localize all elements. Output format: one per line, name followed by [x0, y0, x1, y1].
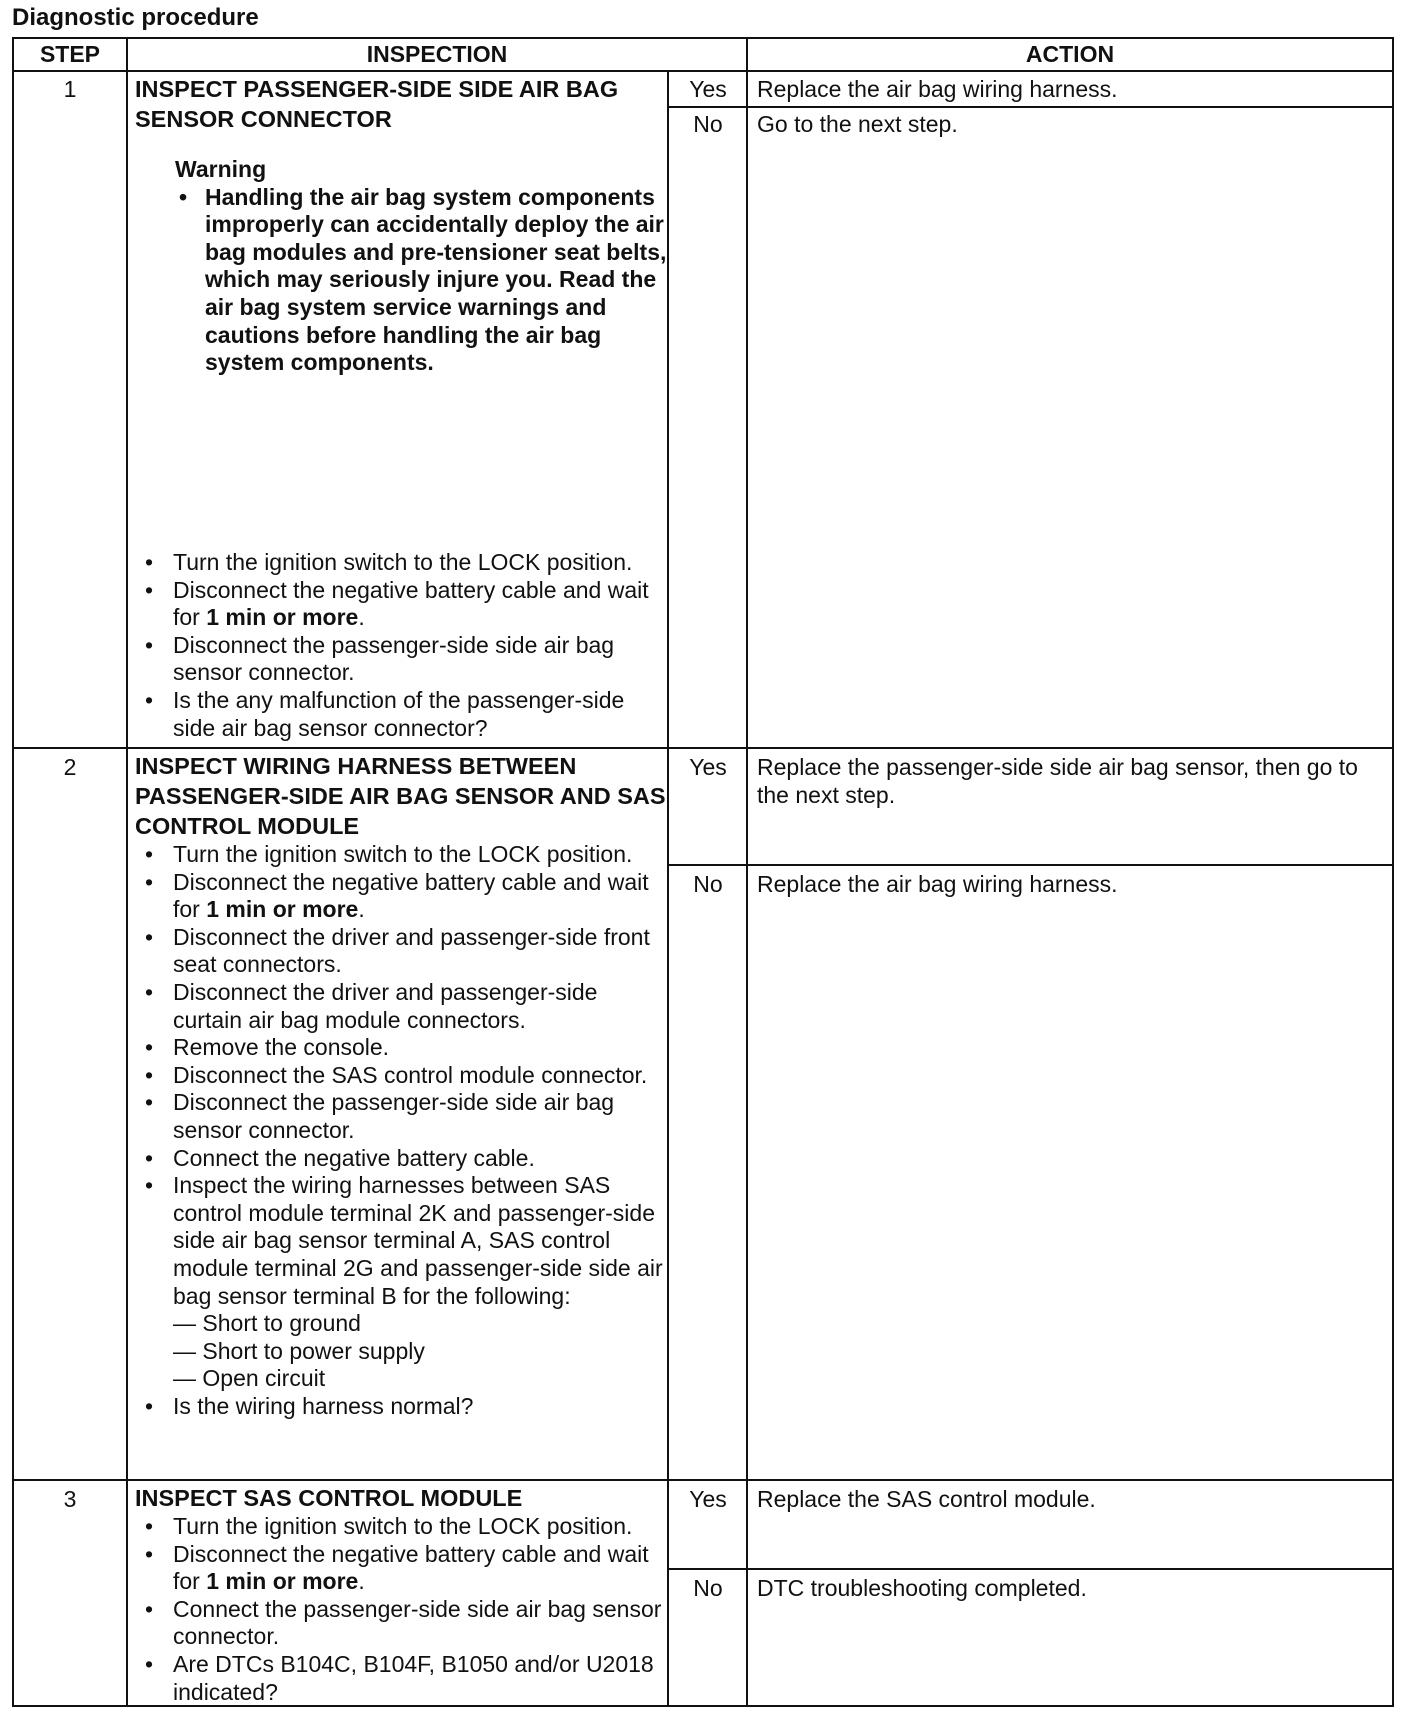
header-inspection: INSPECTION [366, 41, 508, 67]
step-1-bullets [135, 549, 670, 742]
list-item: • Connect the passenger-side side air bag sensor connector. [135, 1596, 670, 1651]
list-item: • Inspect the wiring harnesses between SAS control module terminal 2K and passenger-side side air bag sensor terminal A, SAS control module terminal 2G and passenger-side side air bag sensor terminal B for the following: — Short to ground — Short to power supply — Open circuit [135, 1172, 670, 1393]
header-divider [12, 70, 1394, 72]
list-item: • Disconnect the passenger-side side air bag sensor connector. [135, 1089, 670, 1144]
no-action: Go to the next step. [757, 111, 958, 137]
row-divider-2 [12, 1479, 1394, 1481]
no-label: No [693, 111, 723, 137]
list-item: • Turn the ignition switch to the LOCK position. [135, 1513, 670, 1541]
step-3-inspection [135, 1483, 670, 1706]
no-label: No [693, 1575, 723, 1601]
list-item: • Disconnect the driver and passenger-side curtain air bag module connectors. [135, 979, 670, 1034]
yes-label: Yes [689, 754, 727, 780]
list-item: • Remove the console. [135, 1034, 670, 1062]
row-divider-1 [12, 747, 1394, 749]
inspection-title: INSPECT PASSENGER-SIDE SIDE AIR BAG SENSOR CONNECTOR [135, 76, 619, 132]
yes-no-divider-2 [667, 864, 1394, 866]
list-item: • Disconnect the driver and passenger-side front seat connectors. [135, 924, 670, 979]
yes-action: Replace the SAS control module. [757, 1486, 1096, 1512]
yes-label: Yes [689, 1486, 727, 1512]
list-item: • Disconnect the negative battery cable and wait for 1 min or more. [135, 1541, 670, 1596]
list-item: • Connect the negative battery cable. [135, 1145, 670, 1173]
list-item: • Turn the ignition switch to the LOCK position. [135, 549, 670, 577]
step-number: 1 [63, 76, 77, 102]
sub-item: — Short to power supply [173, 1337, 425, 1364]
step-number: 3 [63, 1486, 77, 1512]
no-action: Replace the air bag wiring harness. [757, 871, 1118, 897]
list-item: • Are DTCs B104C, B104F, B1050 and/or U2018 indicated? [135, 1651, 670, 1706]
list-item: • Disconnect the SAS control module connector. [135, 1062, 670, 1090]
no-label: No [693, 871, 723, 897]
yes-label: Yes [689, 76, 727, 102]
list-item: • Is the any malfunction of the passenger-side side air bag sensor connector? [135, 687, 670, 742]
yes-action: Replace the air bag wiring harness. [757, 76, 1118, 102]
page-title: Diagnostic procedure [12, 4, 259, 31]
list-item: • Disconnect the passenger-side side air bag sensor connector. [135, 632, 670, 687]
table-border-right [1392, 37, 1394, 1707]
header-action: ACTION [1025, 41, 1115, 67]
yes-no-divider-1 [667, 106, 1394, 108]
step-column-divider [126, 37, 128, 1707]
step-2-inspection [135, 751, 670, 1420]
table-border-left [12, 37, 14, 1707]
header-step: STEP [39, 41, 101, 67]
step-1-inspection [135, 74, 670, 377]
yes-action: Replace the passenger-side side air bag sensor, then go to the next step. [757, 754, 1358, 808]
yes-no-divider-3 [667, 1568, 1394, 1570]
inspection-title: INSPECT SAS CONTROL MODULE [135, 1485, 523, 1511]
no-action: DTC troubleshooting completed. [757, 1575, 1087, 1601]
sub-item: — Short to ground [173, 1310, 361, 1337]
warning-text: • Handling the air bag system components improperly can accidentally deploy the air bag modules and pre-tensioner seat belts, which may seriously injure you. Read the air bag system service warnings and cautions before handling the air bag system components. [135, 184, 670, 377]
list-item: • Disconnect the negative battery cable and wait for 1 min or more. [135, 577, 670, 632]
inspection-title: INSPECT WIRING HARNESS BETWEEN PASSENGER-SIDE AIR BAG SENSOR AND SAS CONTROL MODULE [135, 753, 666, 839]
list-item: • Is the wiring harness normal? [135, 1393, 670, 1421]
warning-heading: Warning [175, 156, 267, 182]
list-item: • Disconnect the negative battery cable and wait for 1 min or more. [135, 869, 670, 924]
step-number: 2 [63, 754, 77, 780]
list-item: • Turn the ignition switch to the LOCK position. [135, 841, 670, 869]
sub-item: — Open circuit [173, 1365, 326, 1392]
